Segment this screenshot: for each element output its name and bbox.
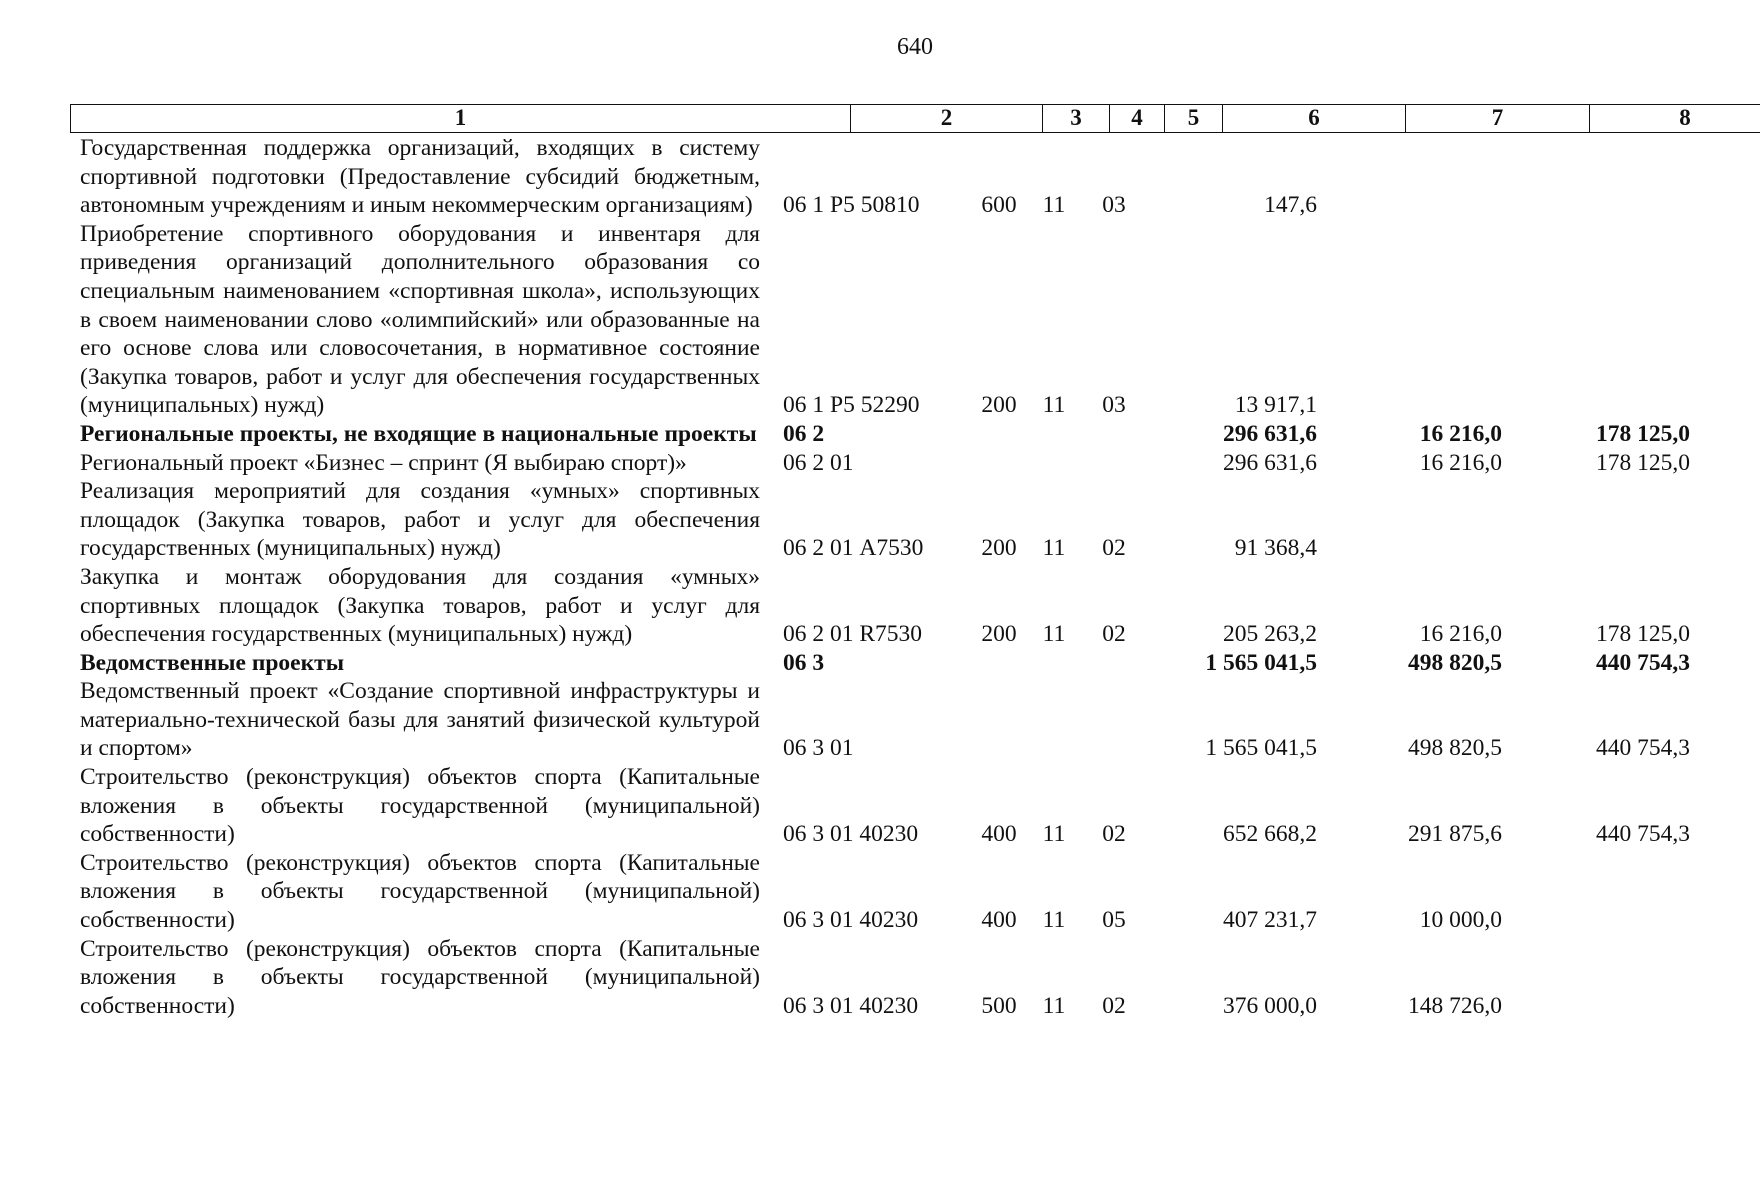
row-code: 06 3: [783, 649, 825, 676]
table-row: [0, 677, 1760, 763]
row-col-3: 200: [981, 535, 1017, 562]
row-code: 06 2 01: [783, 449, 854, 476]
table-row: [0, 220, 1760, 420]
row-code: 06 2 01 А7530: [783, 535, 924, 562]
row-description: Строительство (реконструкция) объектов спорта (Капитальные вложения в объекты государственной (муниципальной) собственности): [80, 764, 760, 848]
header-col-8: 8: [1679, 105, 1691, 130]
row-col-3: 400: [981, 907, 1017, 934]
row-col-7: 10 000,0: [1419, 907, 1502, 934]
row-col-7: 16 216,0: [1419, 621, 1502, 648]
table-row: [0, 649, 1760, 678]
row-col-6: 296 631,6: [1223, 420, 1317, 447]
row-col-5: 02: [1102, 992, 1126, 1019]
row-col-6: 91 368,4: [1234, 535, 1317, 562]
row-description: Региональный проект «Бизнес – спринт (Я выбираю спорт)»: [80, 449, 687, 476]
row-col-6: 147,6: [1264, 192, 1317, 219]
row-col-6: 13 917,1: [1234, 392, 1317, 419]
table-row: [0, 134, 1760, 220]
row-col-7: 148 726,0: [1408, 992, 1502, 1019]
row-col-6: 1 565 041,5: [1205, 735, 1317, 762]
row-description: Ведомственные проекты: [80, 649, 345, 676]
table-row: [0, 763, 1760, 849]
table-row: [0, 477, 1760, 563]
row-col-6: 1 565 041,5: [1205, 649, 1317, 676]
row-col-3: 200: [981, 392, 1017, 419]
row-col-4: 11: [1042, 621, 1066, 648]
table-row: [0, 420, 1760, 449]
row-col-4: 11: [1042, 821, 1066, 848]
row-col-5: 02: [1102, 621, 1126, 648]
row-col-7: 291 875,6: [1408, 821, 1502, 848]
table-header: [70, 104, 1760, 133]
row-description: Строительство (реконструкция) объектов спорта (Капитальные вложения в объекты государственной (муниципальной) собственности): [80, 935, 760, 1019]
header-col-2: 2: [851, 105, 1043, 132]
row-code: 06 2 01 R7530: [783, 621, 923, 648]
row-col-8: 178 125,0: [1596, 621, 1690, 648]
row-description: Государственная поддержка организаций, входящих в систему спортивной подготовки (Предоставление субсидий бюджетным, автономным учреждениям и иным некоммерческим организациям): [80, 135, 760, 219]
row-description: Региональные проекты, не входящие в национальные проекты: [80, 420, 757, 447]
row-col-5: 03: [1102, 392, 1126, 419]
header-col-4: 4: [1110, 105, 1165, 132]
row-col-8: 440 754,3: [1596, 821, 1690, 848]
row-col-5: 05: [1102, 907, 1126, 934]
row-col-4: 11: [1042, 992, 1066, 1019]
row-col-6: 205 263,2: [1223, 621, 1317, 648]
budget-table: [0, 134, 1760, 1020]
row-col-6: 652 668,2: [1223, 821, 1317, 848]
row-col-7: 498 820,5: [1408, 649, 1502, 676]
row-description: Приобретение спортивного оборудования и инвентаря для приведения организаций дополнительного образования со специальным наименованием «спортивная школа», использующих в своем наименовании слово «олимпийский» или образованные на его основе слова или словосочетания, в нормативное состояние (Закупка товаров, работ и услуг для обеспечения государственных (муниципальных) нужд): [80, 220, 760, 419]
row-col-8: 440 754,3: [1596, 649, 1690, 676]
row-description: Реализация мероприятий для создания «умных» спортивных площадок (Закупка товаров, работ и услуг для обеспечения государственных (муниципальных) нужд): [80, 478, 760, 562]
row-code: 06 3 01 40230: [783, 821, 919, 848]
table-row: [0, 849, 1760, 935]
row-col-3: 600: [981, 192, 1017, 219]
row-col-8: 178 125,0: [1596, 449, 1690, 476]
row-col-7: 498 820,5: [1408, 735, 1502, 762]
table-row: [0, 563, 1760, 649]
row-col-6: 376 000,0: [1223, 992, 1317, 1019]
row-description: Строительство (реконструкция) объектов спорта (Капитальные вложения в объекты государственной (муниципальной) собственности): [80, 849, 760, 934]
row-code: 06 2: [783, 420, 825, 447]
row-col-6: 407 231,7: [1223, 907, 1317, 934]
row-code: 06 3 01 40230: [783, 907, 919, 934]
table-row: [0, 449, 1760, 478]
row-col-3: 200: [981, 621, 1017, 648]
row-col-4: 11: [1042, 392, 1066, 419]
row-col-8: 178 125,0: [1596, 420, 1690, 447]
row-col-5: 03: [1102, 192, 1126, 219]
row-col-8: 440 754,3: [1596, 735, 1690, 762]
row-col-4: 11: [1042, 907, 1066, 934]
row-col-3: 400: [981, 821, 1017, 848]
row-col-4: 11: [1042, 192, 1066, 219]
header-col-1: 1: [71, 105, 851, 132]
row-col-3: 500: [981, 992, 1017, 1019]
row-description: Ведомственный проект «Создание спортивной инфраструктуры и материально-технической базы для занятий физической культурой и спортом»: [80, 678, 760, 762]
header-col-5: 5: [1165, 105, 1223, 132]
row-col-4: 11: [1042, 535, 1066, 562]
page-number: 640: [897, 34, 933, 60]
row-code: 06 1 Р5 52290: [783, 392, 920, 419]
row-col-6: 296 631,6: [1223, 449, 1317, 476]
row-description: Закупка и монтаж оборудования для создания «умных» спортивных площадок (Закупка товаров, работ и услуг для обеспечения государственных (муниципальных) нужд): [80, 563, 760, 648]
row-code: 06 3 01: [783, 735, 854, 762]
row-col-5: 02: [1102, 535, 1126, 562]
row-code: 06 1 Р5 50810: [783, 192, 920, 219]
row-col-7: 16 216,0: [1419, 449, 1502, 476]
row-code: 06 3 01 40230: [783, 992, 919, 1019]
header-col-7: 7: [1406, 105, 1590, 132]
row-col-5: 02: [1102, 821, 1126, 848]
row-col-7: 16 216,0: [1419, 420, 1502, 447]
header-col-3: 3: [1043, 105, 1110, 132]
table-row: [0, 935, 1760, 1021]
header-col-6: 6: [1223, 105, 1406, 132]
